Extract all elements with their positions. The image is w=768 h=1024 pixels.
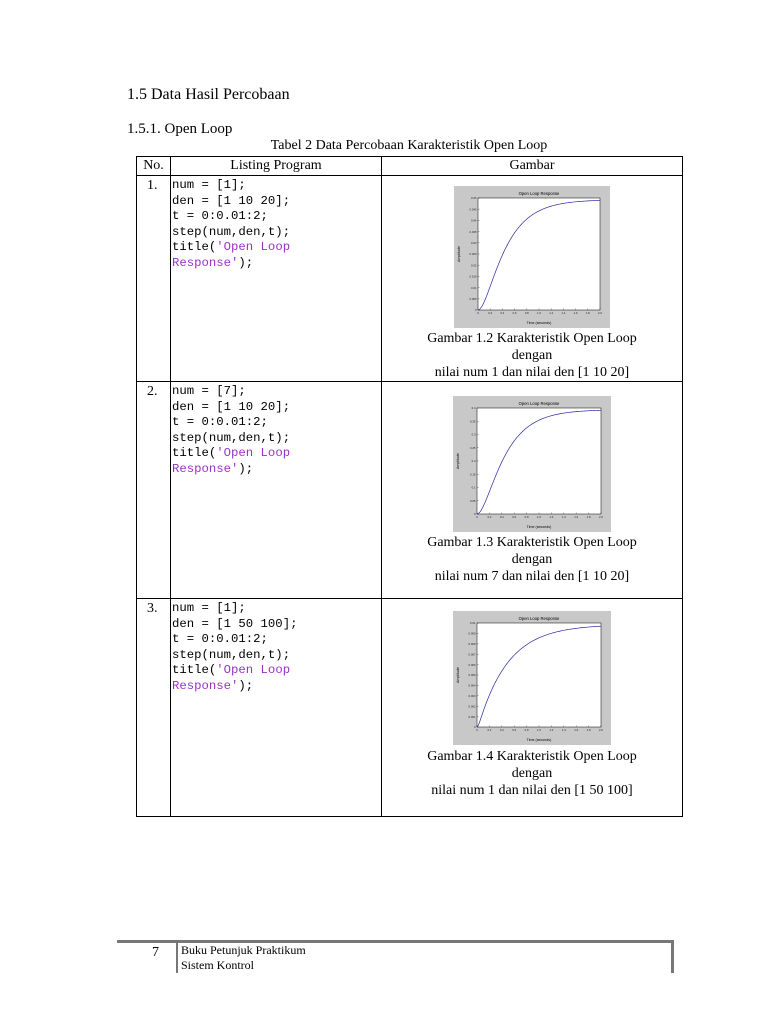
plot-ytick: 0.015 [469, 274, 477, 279]
plot-xtick: 0.8 [524, 311, 529, 315]
plot-ytick: 0.04 [471, 218, 477, 223]
table-header-row [137, 157, 683, 176]
plot-xtick: 1.6 [573, 311, 578, 315]
header-no: No. [137, 157, 171, 176]
footer-divider-right [671, 941, 674, 973]
plot-title: Open Loop Response [518, 401, 560, 406]
header-listing: Listing Program [171, 157, 382, 176]
plot-ytick: 0.05 [471, 196, 477, 201]
figure-caption-values: nilai num 7 dan nilai den [1 10 20] [434, 569, 630, 584]
figure-caption-title: Gambar 1.4 Karakteristik Open Loop [427, 749, 637, 764]
figure-cell [382, 382, 683, 599]
plot-ytick: 0 [473, 725, 476, 730]
plot-xtick: 0.8 [524, 728, 529, 732]
plot-xtick: 0 [476, 515, 478, 519]
code-listing: num = [1]; den = [1 10 20]; t = 0:0.01:2; step(num,den,t); title('Open Loop Response'); [171, 176, 382, 382]
plot-ytick: 0.1 [471, 485, 476, 490]
plot-ytick: 0.02 [471, 263, 477, 268]
plot-xtick: 1.0 [537, 311, 541, 315]
plot-xtick: 1.4 [561, 311, 566, 315]
figure-caption-title: Gambar 1.2 Karakteristik Open Loop [427, 331, 637, 346]
plot-ytick: 0.003 [468, 694, 476, 698]
plot-ytick: 0.005 [469, 297, 477, 301]
plot-ytick: 0.002 [468, 704, 476, 709]
table-row [137, 599, 683, 817]
plot-ytick: 0.006 [468, 662, 476, 667]
code-listing: num = [1]; den = [1 50 100]; t = 0:0.01:2; step(num,den,t); title('Open Loop Response'); [171, 599, 382, 817]
plot-ytick: 0.004 [468, 683, 476, 688]
plot-xtick: 0.2 [487, 728, 492, 732]
plot-xtick: 1.2 [549, 515, 554, 519]
plot-xtick: 0.6 [512, 515, 517, 519]
plot-xlabel: Time (seconds) [526, 525, 552, 529]
step-response-plot [454, 186, 610, 328]
row-number: 3. [137, 599, 171, 817]
step-response-plot [453, 396, 611, 532]
plot-ytick: 0.03 [471, 241, 477, 245]
plot-xtick: 1.6 [574, 515, 579, 519]
plot-xtick: 0.4 [499, 728, 504, 732]
footer-line-1: Buku Petunjuk Praktikum [181, 943, 306, 957]
plot-ytick: 0.001 [468, 714, 476, 719]
plot-title: Open Loop Response [518, 191, 560, 196]
figure-cell [382, 176, 683, 382]
plot-xtick: 2.0 [598, 311, 602, 315]
plot-xtick: 1.2 [549, 311, 554, 315]
page-number: 7 [152, 945, 159, 960]
code-listing: num = [7]; den = [1 10 20]; t = 0:0.01:2; step(num,den,t); title('Open Loop Response'); [171, 382, 382, 599]
figure-cell [382, 599, 683, 817]
plot-xtick: 1.4 [561, 728, 566, 732]
plot-xtick: 1.8 [586, 728, 591, 732]
subsection-heading: 1.5.1. Open Loop [127, 121, 233, 137]
plot-xtick: 0.2 [488, 311, 493, 315]
table-caption: Tabel 2 Data Percobaan Karakteristik Open Loop [270, 138, 548, 153]
plot-xtick: 0.6 [512, 311, 517, 315]
plot-ytick: 0.007 [468, 652, 476, 657]
figure-caption-dengan: dengan [511, 766, 553, 781]
plot-xtick: 0 [477, 311, 479, 315]
plot-xtick: 1.8 [586, 515, 591, 519]
plot-xtick: 1.0 [537, 515, 541, 519]
plot-xtick: 2.0 [599, 728, 603, 732]
plot-ytick: 0.05 [470, 498, 476, 503]
plot-xlabel: Time (seconds) [526, 321, 552, 325]
plot-ytick: 0.4 [471, 406, 476, 411]
plot-ytick: 0.045 [469, 207, 477, 212]
plot-xtick: 0.8 [524, 515, 529, 519]
plot-xtick: 1.8 [585, 311, 590, 315]
header-gambar: Gambar [382, 157, 683, 176]
footer-title [181, 943, 306, 973]
plot-xtick: 1.4 [561, 515, 566, 519]
plot-ylabel: Amplitude [457, 246, 461, 262]
step-response-plot [453, 611, 611, 745]
plot-ytick: 0.005 [468, 673, 476, 678]
row-number: 2. [137, 382, 171, 599]
plot-xtick: 1.2 [549, 728, 554, 732]
plot-ytick: 0 [474, 308, 477, 313]
plot-title: Open Loop Response [518, 616, 560, 621]
footer-line-2: Sistem Kontrol [181, 958, 255, 972]
plot-ytick: 0.025 [469, 252, 477, 257]
data-table [136, 156, 683, 817]
plot-xtick: 0.4 [499, 515, 504, 519]
plot-ytick: 0.2 [471, 459, 476, 464]
plot-xlabel: Time (seconds) [526, 738, 552, 742]
plot-ytick: 0.25 [470, 445, 476, 450]
figure-caption-dengan: dengan [511, 552, 553, 567]
table-row [137, 176, 683, 382]
plot-xtick: 0.4 [500, 311, 505, 315]
plot-xtick: 0.6 [512, 728, 517, 732]
row-number: 1. [137, 176, 171, 382]
figure-caption-title: Gambar 1.3 Karakteristik Open Loop [427, 535, 637, 550]
plot-xtick: 1.0 [537, 728, 541, 732]
plot-ytick: 0 [473, 512, 476, 517]
section-heading: 1.5 Data Hasil Percobaan [127, 86, 290, 103]
plot-ytick: 0.009 [468, 631, 476, 636]
plot-ylabel: Amplitude [456, 453, 460, 469]
table-row [137, 382, 683, 599]
figure-caption-values: nilai num 1 dan nilai den [1 10 20] [434, 365, 630, 380]
plot-ytick: 0.3 [471, 432, 476, 437]
plot-xtick: 0.2 [487, 515, 492, 519]
plot-ytick: 0.01 [470, 621, 476, 626]
plot-xtick: 1.6 [574, 728, 579, 732]
plot-ytick: 0.01 [471, 285, 477, 290]
figure-caption-dengan: dengan [511, 348, 553, 363]
figure-caption-values: nilai num 1 dan nilai den [1 50 100] [431, 783, 633, 798]
plot-xtick: 0 [476, 728, 478, 732]
footer-divider-left [176, 941, 178, 973]
plot-ytick: 0.035 [469, 229, 477, 234]
plot-ytick: 0.35 [470, 419, 476, 424]
plot-ytick: 0.008 [468, 642, 476, 646]
plot-xtick: 2.0 [599, 515, 603, 519]
plot-ytick: 0.15 [470, 472, 476, 477]
plot-ylabel: Amplitude [456, 667, 460, 683]
